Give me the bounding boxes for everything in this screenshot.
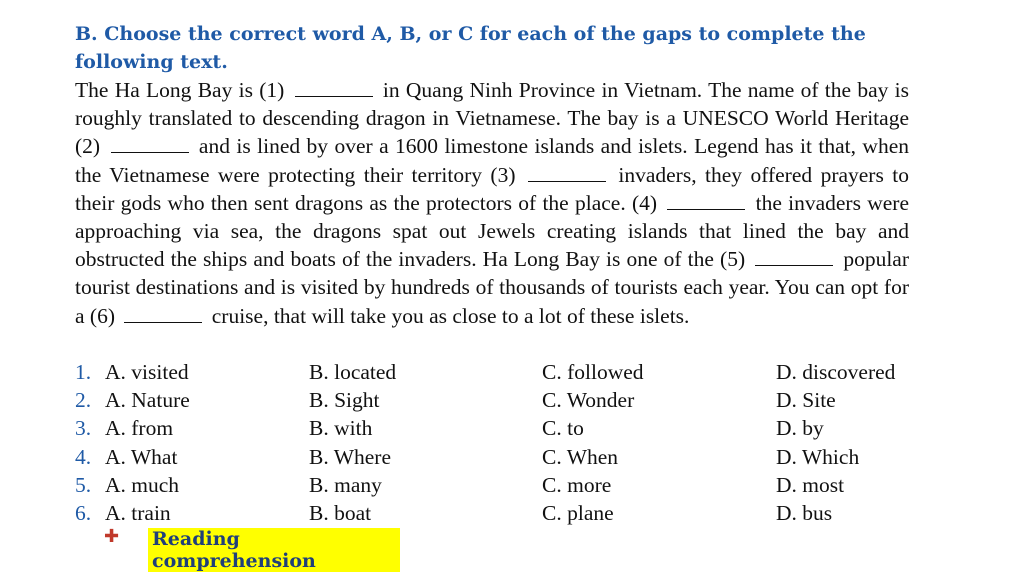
option-d: D. discovered: [776, 360, 896, 384]
passage-text: [75, 76, 909, 330]
passage-part-5: the invaders were approaching via sea, the dragons spat out Jewels creating islands that lined the bay and obstructed the ships and boats of the invaders. Ha Long Bay is one of the (5): [75, 190, 909, 272]
option-d: D. bus: [776, 500, 833, 525]
question-number: 3.: [75, 416, 92, 441]
question-number: 4.: [75, 444, 92, 469]
question-row: [75, 443, 975, 471]
option-a: A. visited: [105, 360, 189, 384]
option-d: D. Site: [776, 388, 836, 413]
question-number: 1.: [75, 360, 92, 384]
option-a: A. much: [105, 472, 180, 497]
option-c: C. followed: [542, 360, 644, 384]
question-row: [75, 386, 975, 414]
section-title-highlighted: Reading comprehension: [148, 528, 400, 572]
gap-blank-2: [111, 138, 189, 153]
question-row: [75, 471, 975, 499]
option-d: D. by: [776, 416, 824, 441]
passage-part-4: invaders, they offered prayers to their gods who then sent dragons as the protectors of the place. (4): [75, 162, 909, 215]
question-number: 2.: [75, 388, 92, 413]
answer-options: [75, 358, 975, 527]
gap-blank-3: [528, 167, 606, 182]
question-row: [75, 358, 975, 386]
passage-part-3: and is lined by over a 1600 limestone islands and islets. Legend has it that, when the Vietnamese were protecting their territory (3): [75, 134, 910, 187]
option-b: B. Sight: [309, 388, 380, 413]
option-a: A. from: [105, 416, 174, 441]
option-b: B. boat: [309, 500, 372, 525]
option-d: D. Which: [776, 444, 860, 469]
question-row: [75, 414, 975, 442]
passage-part-1: The Ha Long Bay is (1): [75, 78, 291, 102]
option-c: C. Wonder: [542, 388, 635, 413]
document-page: [75, 20, 909, 330]
option-c: C. to: [542, 416, 584, 441]
option-a: A. train: [105, 500, 171, 525]
option-c: C. When: [542, 444, 619, 469]
option-d: D. most: [776, 472, 845, 497]
option-b: B. located: [309, 360, 397, 384]
option-a: A. What: [105, 444, 178, 469]
option-b: B. Where: [309, 444, 391, 469]
gap-blank-1: [295, 82, 373, 97]
passage-part-7: cruise, that will take you as close to a lot of these islets.: [206, 303, 690, 328]
option-c: C. more: [542, 472, 612, 497]
passage-part-6: popular tourist destinations and is visited by hundreds of thousands of tourists each year. You can opt for a (6): [75, 247, 909, 328]
question-number: 6.: [75, 500, 92, 525]
passage-part-2: in Quang Ninh Province in Vietnam. The name of the bay is roughly translated to descending dragon in Vietnamese. The bay is a UNESCO World Heritage (2): [75, 78, 910, 159]
question-number: 5.: [75, 472, 92, 497]
question-row: [75, 499, 975, 527]
gap-blank-4: [667, 195, 745, 210]
option-b: B. with: [309, 416, 373, 441]
next-section-header: [100, 526, 400, 572]
pin-icon: ✚: [104, 526, 120, 547]
gap-blank-5: [755, 251, 833, 266]
option-c: C. plane: [542, 500, 614, 525]
section-heading: B. Choose the correct word A, B, or C for each of the gaps to complete the following text.: [75, 23, 866, 73]
gap-blank-6: [124, 308, 202, 323]
option-a: A. Nature: [105, 388, 190, 413]
option-b: B. many: [309, 472, 382, 497]
